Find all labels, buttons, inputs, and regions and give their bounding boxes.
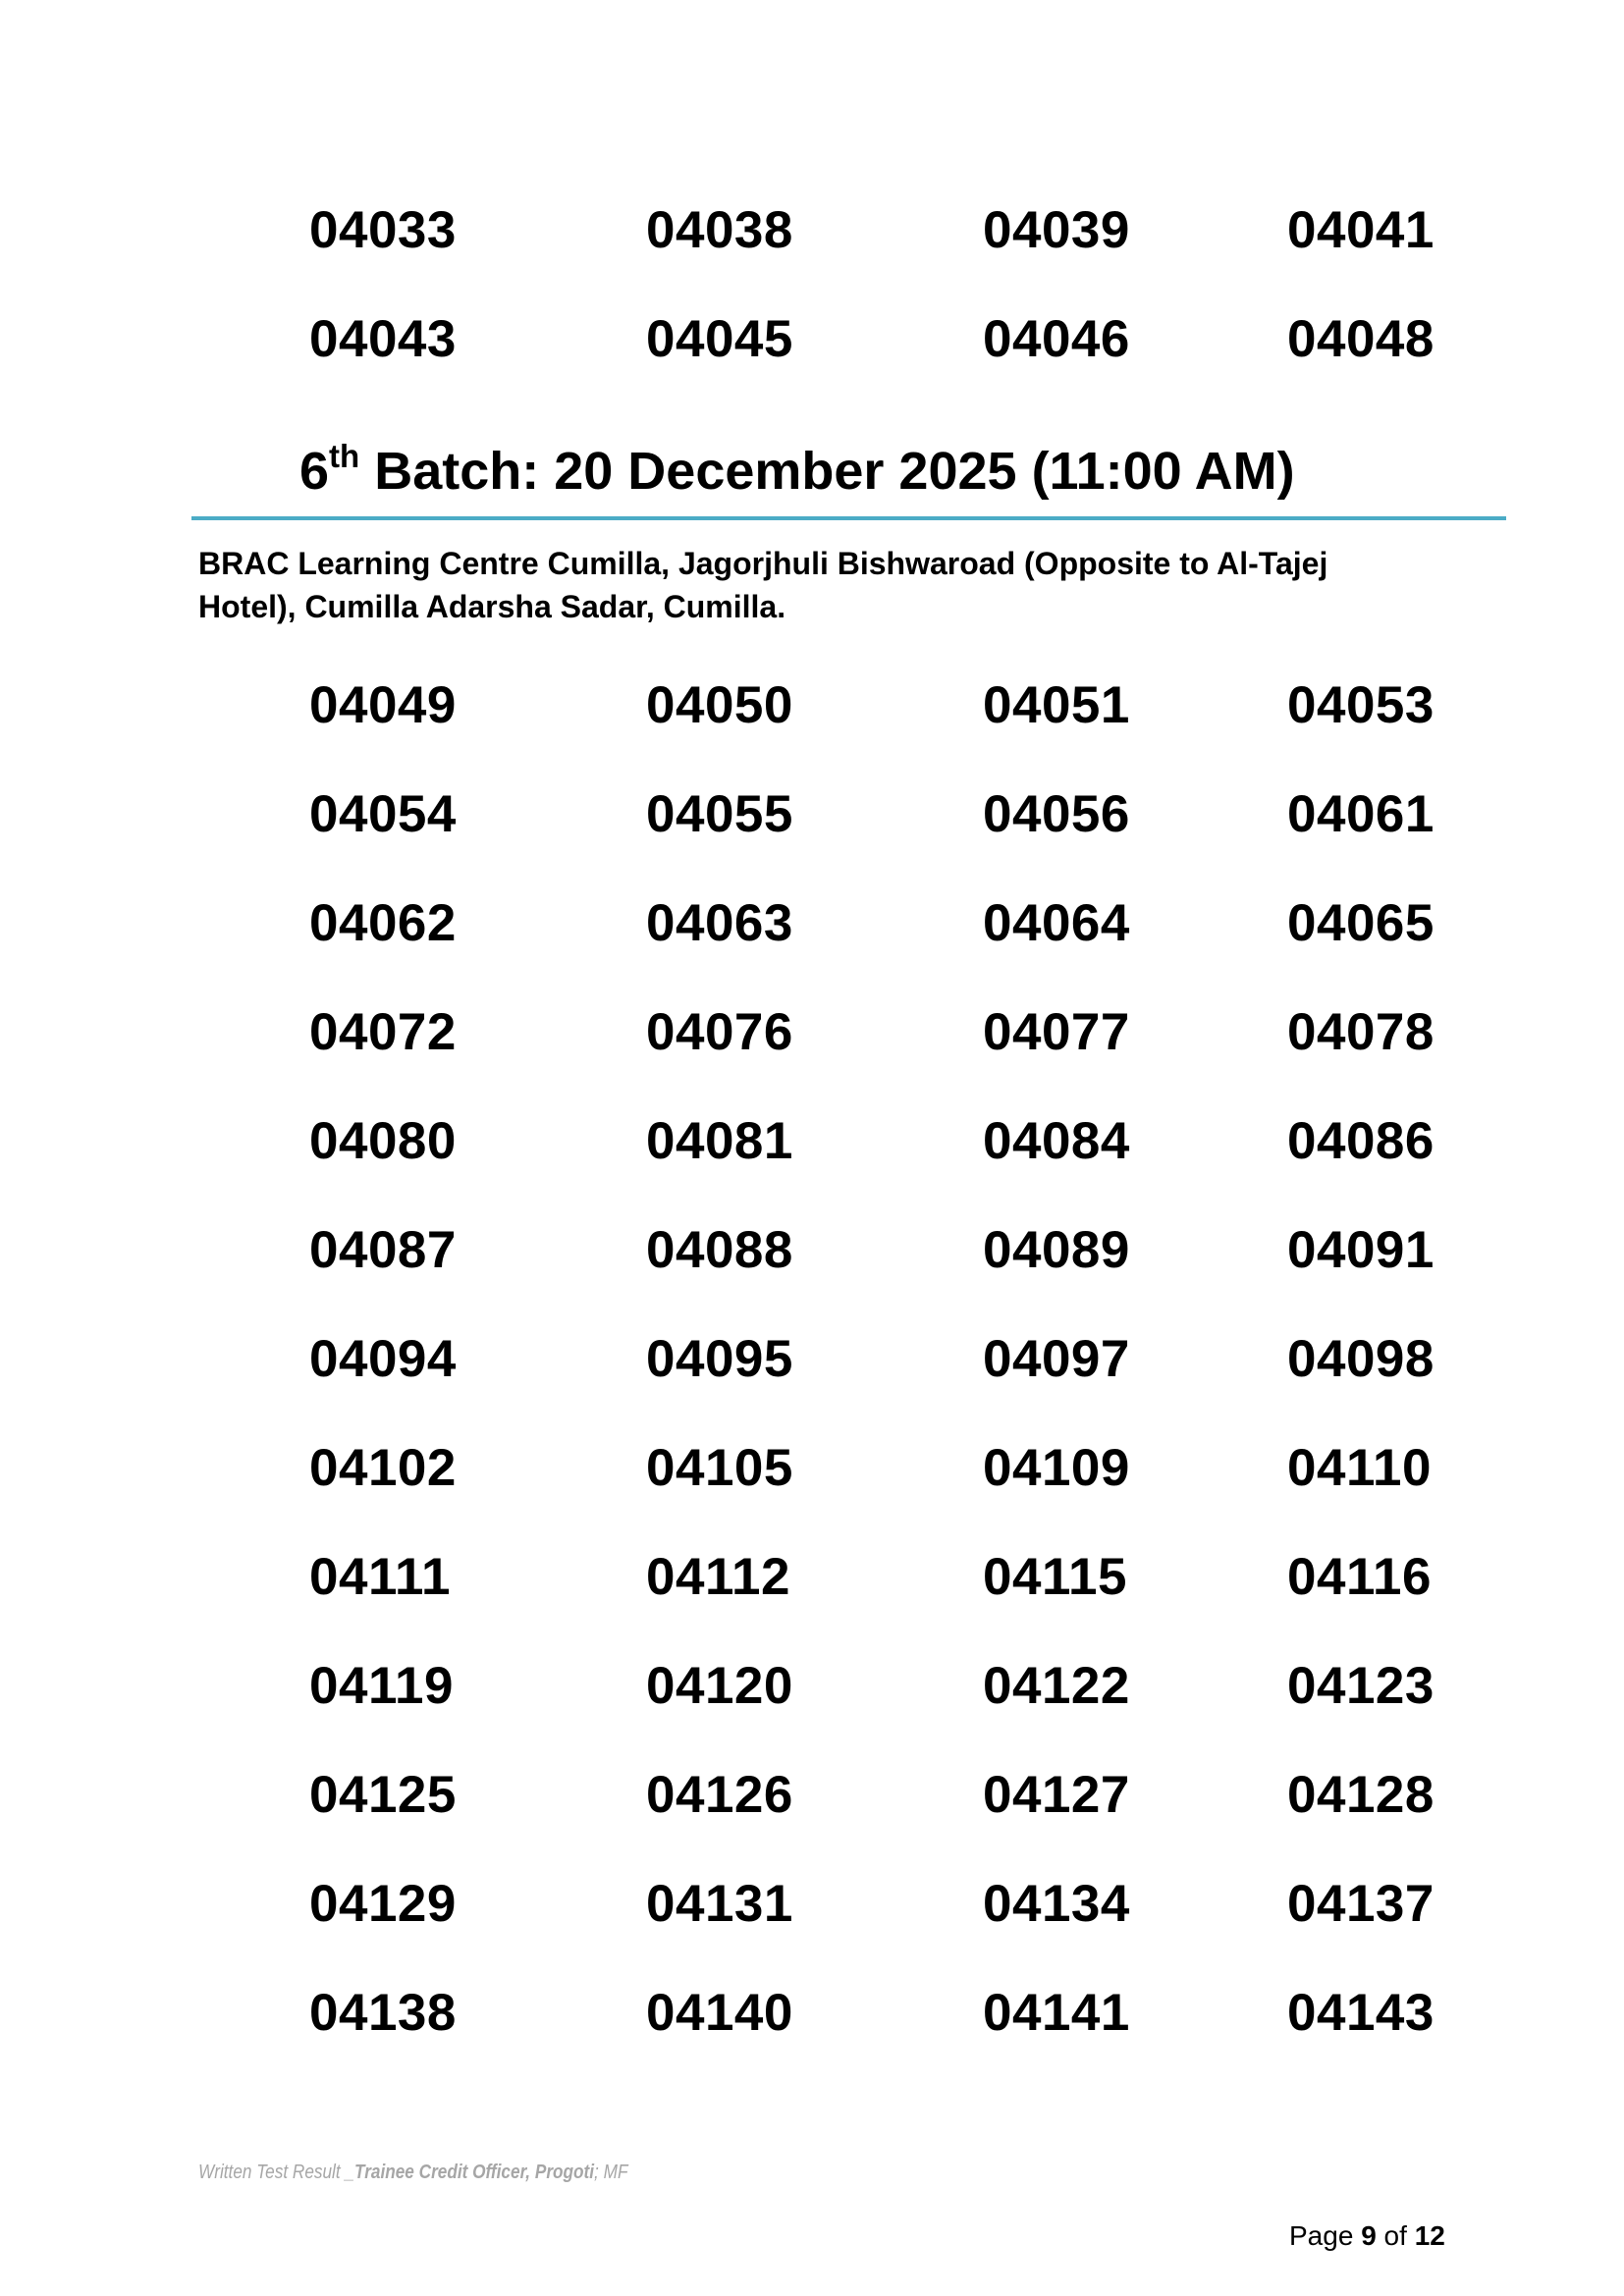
page-of-label: of <box>1383 2220 1407 2251</box>
page-current: 9 <box>1361 2220 1377 2251</box>
roll-number: 04050 <box>646 676 793 734</box>
roll-number-row <box>0 1875 1624 1984</box>
batch-heading <box>299 440 1295 509</box>
roll-number: 04122 <box>983 1657 1130 1715</box>
roll-number: 04053 <box>1287 676 1435 734</box>
roll-number: 04048 <box>1287 310 1435 368</box>
roll-number: 04088 <box>646 1221 793 1279</box>
roll-number: 04076 <box>646 1003 793 1061</box>
roll-number: 04054 <box>309 785 457 843</box>
roll-number-row <box>0 1330 1624 1439</box>
roll-number: 04056 <box>983 785 1130 843</box>
venue-address-line-1: BRAC Learning Centre Cumilla, Jagorjhuli Bishwaroad (Opposite to Al-Tajej <box>198 546 1328 581</box>
roll-number-row <box>0 676 1624 785</box>
roll-number: 04045 <box>646 310 793 368</box>
roll-number: 04062 <box>309 894 457 952</box>
roll-number: 04126 <box>646 1766 793 1824</box>
footer-suffix: ; MF <box>594 2162 628 2183</box>
roll-number-row <box>0 201 1624 310</box>
roll-number: 04046 <box>983 310 1130 368</box>
roll-number: 04109 <box>983 1439 1130 1497</box>
roll-number: 04127 <box>983 1766 1130 1824</box>
roll-number: 04110 <box>1287 1439 1432 1497</box>
roll-number: 04033 <box>309 201 457 259</box>
roll-number: 04055 <box>646 785 793 843</box>
roll-number-grid-batch-6 <box>0 676 1624 2093</box>
roll-number-grid-continued <box>0 201 1624 419</box>
roll-number: 04043 <box>309 310 457 368</box>
roll-number: 04112 <box>646 1548 790 1606</box>
footer-position-title: Trainee Credit Officer, Progoti <box>354 2162 595 2183</box>
roll-number-row <box>0 310 1624 419</box>
roll-number-row <box>0 1548 1624 1657</box>
heading-divider <box>191 516 1506 520</box>
roll-number: 04065 <box>1287 894 1435 952</box>
roll-number: 04131 <box>646 1875 793 1933</box>
roll-number: 04102 <box>309 1439 457 1497</box>
venue-address <box>198 542 1475 628</box>
roll-number: 04091 <box>1287 1221 1435 1279</box>
roll-number-row <box>0 1003 1624 1112</box>
roll-number: 04141 <box>983 1984 1130 2042</box>
roll-number: 04041 <box>1287 201 1435 259</box>
roll-number: 04077 <box>983 1003 1130 1061</box>
batch-ordinal-number: 6 <box>299 442 330 501</box>
roll-number: 04129 <box>309 1875 457 1933</box>
roll-number-row <box>0 1112 1624 1221</box>
roll-number: 04080 <box>309 1112 457 1170</box>
roll-number: 04072 <box>309 1003 457 1061</box>
roll-number: 04061 <box>1287 785 1435 843</box>
roll-number: 04137 <box>1287 1875 1435 1933</box>
roll-number: 04089 <box>983 1221 1130 1279</box>
roll-number: 04123 <box>1287 1657 1435 1715</box>
roll-number: 04095 <box>646 1330 793 1388</box>
roll-number: 04116 <box>1287 1548 1432 1606</box>
roll-number: 04078 <box>1287 1003 1435 1061</box>
roll-number-row <box>0 1766 1624 1875</box>
roll-number: 04115 <box>983 1548 1127 1606</box>
roll-number: 04143 <box>1287 1984 1435 2042</box>
roll-number: 04128 <box>1287 1766 1435 1824</box>
roll-number: 04140 <box>646 1984 793 2042</box>
roll-number: 04111 <box>309 1548 452 1606</box>
footer-prefix: Written Test Result _ <box>198 2162 355 2183</box>
roll-number-row <box>0 894 1624 1003</box>
roll-number: 04125 <box>309 1766 457 1824</box>
footer-document-title <box>198 2162 627 2184</box>
roll-number: 04063 <box>646 894 793 952</box>
batch-heading-text: Batch: 20 December 2025 (11:00 AM) <box>359 442 1295 501</box>
page-total: 12 <box>1414 2220 1445 2251</box>
roll-number-row <box>0 1439 1624 1548</box>
roll-number: 04084 <box>983 1112 1130 1170</box>
batch-ordinal-suffix: th <box>329 438 360 474</box>
roll-number: 04086 <box>1287 1112 1435 1170</box>
roll-number: 04049 <box>309 676 457 734</box>
roll-number: 04087 <box>309 1221 457 1279</box>
roll-number: 04038 <box>646 201 793 259</box>
roll-number-row <box>0 1221 1624 1330</box>
roll-number: 04105 <box>646 1439 793 1497</box>
roll-number: 04097 <box>983 1330 1130 1388</box>
roll-number: 04081 <box>646 1112 793 1170</box>
roll-number: 04119 <box>309 1657 454 1715</box>
roll-number: 04098 <box>1287 1330 1435 1388</box>
roll-number-row <box>0 1984 1624 2093</box>
roll-number: 04094 <box>309 1330 457 1388</box>
roll-number: 04138 <box>309 1984 457 2042</box>
roll-number-row <box>0 1657 1624 1766</box>
roll-number: 04120 <box>646 1657 793 1715</box>
roll-number: 04051 <box>983 676 1130 734</box>
roll-number: 04039 <box>983 201 1130 259</box>
roll-number-row <box>0 785 1624 894</box>
roll-number: 04134 <box>983 1875 1130 1933</box>
roll-number: 04064 <box>983 894 1130 952</box>
venue-address-line-2: Hotel), Cumilla Adarsha Sadar, Cumilla. <box>198 589 786 624</box>
page-number <box>1289 2220 1445 2252</box>
page-label: Page <box>1289 2220 1354 2251</box>
